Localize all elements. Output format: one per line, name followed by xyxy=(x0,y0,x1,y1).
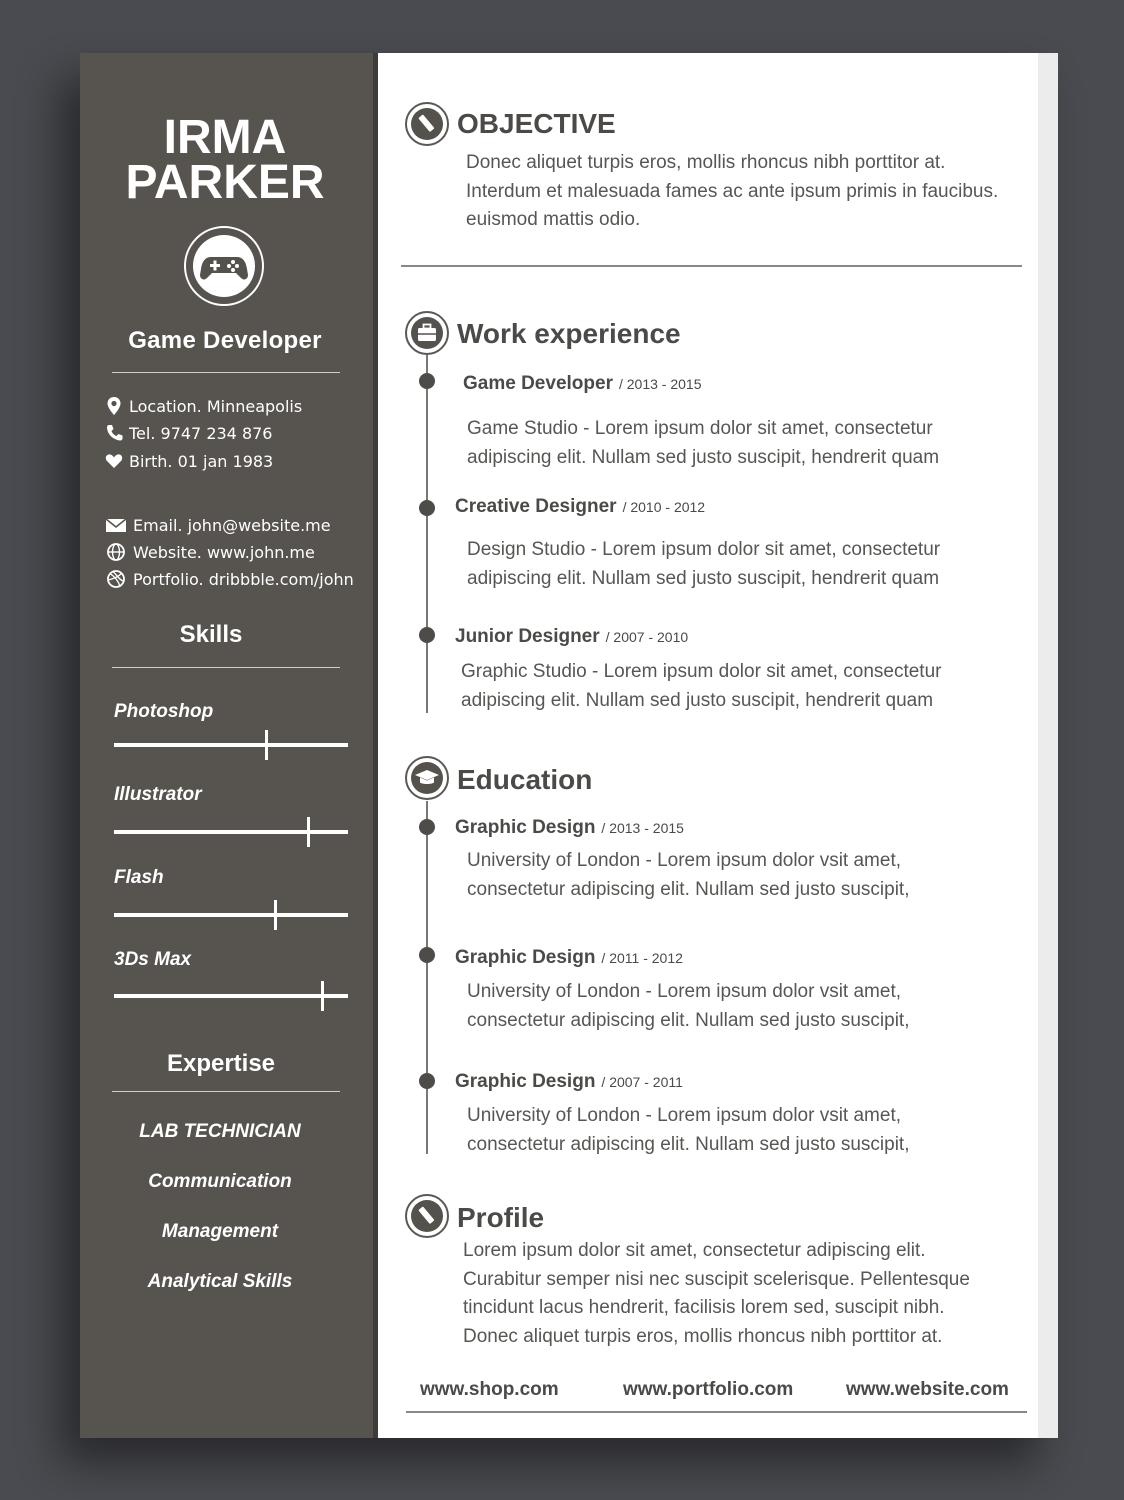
last-name: PARKER xyxy=(125,156,325,209)
work-entry-heading: Game Developer / 2013 - 2015 xyxy=(463,373,702,394)
envelope-icon xyxy=(105,515,127,535)
sidebar xyxy=(80,53,373,1438)
education-entry-text: University of London - Lorem ipsum dolor vsit amet, consectetur adipiscing elit. Nullam sed justo suscipit, xyxy=(467,850,910,900)
footer-divider xyxy=(406,1411,1027,1413)
skill-marker xyxy=(307,817,310,847)
resume-page xyxy=(80,53,1058,1438)
work-entry-text: Graphic Studio - Lorem ipsum dolor sit amet, consectetur adipiscing elit. Nullam sed justo suscipit, hendrerit quam xyxy=(461,661,942,711)
contact-website-text: Website. www.john.me xyxy=(133,542,315,562)
footer-link-shop[interactable]: www.shop.com xyxy=(420,1379,559,1400)
footer-link-portfolio[interactable]: www.portfolio.com xyxy=(623,1379,794,1400)
timeline-dot xyxy=(419,819,435,835)
work-entry-heading: Creative Designer / 2010 - 2012 xyxy=(455,496,706,517)
work-timeline xyxy=(426,355,428,713)
expertise-item: Analytical Skills xyxy=(147,1271,293,1292)
globe-icon xyxy=(105,542,127,562)
skill-label: 3Ds Max xyxy=(114,949,192,970)
work-entry-text: Game Studio - Lorem ipsum dolor sit amet, consectetur adipiscing elit. Nullam sed justo suscipit, hendrerit quam xyxy=(467,418,940,468)
profile-title: Profile xyxy=(457,1202,545,1233)
divider xyxy=(112,1091,340,1092)
work-icon xyxy=(405,311,449,355)
skill-bar xyxy=(114,830,348,834)
dribbble-icon xyxy=(105,569,127,589)
contact-phone xyxy=(105,423,272,443)
sidebar-stripe xyxy=(373,53,378,1438)
skill-label: Illustrator xyxy=(114,784,202,805)
skill-label: Flash xyxy=(114,867,164,888)
education-entry-text: University of London - Lorem ipsum dolor vsit amet, consectetur adipiscing elit. Nullam sed justo suscipit, xyxy=(467,1105,910,1155)
education-timeline xyxy=(426,801,428,1154)
education-entry-heading: Graphic Design / 2007 - 2011 xyxy=(455,1071,683,1092)
education-icon xyxy=(405,756,449,800)
section-divider xyxy=(401,265,1022,267)
work-entry-heading: Junior Designer / 2007 - 2010 xyxy=(455,626,689,647)
skill-marker xyxy=(265,730,268,760)
contact-birth xyxy=(105,451,273,471)
profile-text: Lorem ipsum dolor sit amet, consectetur adipiscing elit. Curabitur semper nisi nec suscipit scelerisque. Pellentesque tincidunt lacus hendrerit, facilisis lorem sed, suscipit nibh. Donec aliquet turpis eros, mollis rhoncus nibh porttitor at. xyxy=(463,1240,970,1347)
briefcase-icon xyxy=(411,317,443,349)
expertise-item: LAB TECHNICIAN xyxy=(139,1121,301,1142)
contact-portfolio-text: Portfolio. dribbble.com/john xyxy=(133,569,354,589)
graduation-cap-icon xyxy=(411,762,443,794)
first-name: IRMA xyxy=(163,111,287,164)
timeline-dot xyxy=(419,947,435,963)
education-title: Education xyxy=(457,764,593,795)
divider xyxy=(112,667,340,668)
timeline-dot xyxy=(419,373,435,389)
profile-icon xyxy=(405,1194,449,1238)
contact-phone-text: Tel. 9747 234 876 xyxy=(129,423,273,443)
education-entry-heading: Graphic Design / 2011 - 2012 xyxy=(455,947,683,968)
timeline-dot xyxy=(419,500,435,516)
location-pin-icon xyxy=(105,396,123,416)
education-entry-text: University of London - Lorem ipsum dolor vsit amet, consectetur adipiscing elit. Nullam sed justo suscipit, xyxy=(467,981,910,1031)
work-entry-text: Design Studio - Lorem ipsum dolor sit amet, consectetur adipiscing elit. Nullam sed justo suscipit, hendrerit quam xyxy=(467,539,941,589)
skills-heading: Skills xyxy=(179,621,243,648)
contact-birth-text: Birth. 01 jan 1983 xyxy=(129,451,274,471)
objective-text: Donec aliquet turpis eros, mollis rhoncus nibh porttitor at. Interdum et malesuada fames ac ante ipsum primis in faucibus. euismod mattis odio. xyxy=(466,152,999,230)
expertise-item: Management xyxy=(161,1221,279,1242)
job-title: Game Developer xyxy=(128,327,322,354)
pencil-icon xyxy=(411,1200,443,1232)
skill-bar xyxy=(114,913,348,917)
contact-location-text: Location. Minneapolis xyxy=(129,396,303,416)
education-entry-heading: Graphic Design / 2013 - 2015 xyxy=(455,817,684,838)
skill-label: Photoshop xyxy=(114,701,214,722)
heart-icon xyxy=(105,451,123,471)
timeline-dot xyxy=(419,1073,435,1089)
expertise-item: Communication xyxy=(148,1171,292,1192)
contact-website xyxy=(105,542,315,562)
phone-icon xyxy=(105,423,123,443)
contact-email xyxy=(105,515,331,535)
contact-email-text: Email. john@website.me xyxy=(133,515,331,535)
work-title: Work experience xyxy=(457,318,681,349)
skill-bar xyxy=(114,743,348,747)
contact-portfolio xyxy=(105,569,354,589)
contact-location xyxy=(105,396,302,416)
pencil-icon xyxy=(411,108,443,140)
gamepad-icon xyxy=(193,235,255,297)
skill-bar xyxy=(114,994,348,998)
page-edge xyxy=(1038,53,1058,1438)
skill-marker xyxy=(274,900,277,930)
divider xyxy=(112,372,340,373)
avatar xyxy=(184,226,264,306)
objective-icon xyxy=(405,102,449,146)
timeline-dot xyxy=(419,627,435,643)
footer-link-website[interactable]: www.website.com xyxy=(846,1379,1009,1400)
objective-title: OBJECTIVE xyxy=(457,108,616,139)
skill-marker xyxy=(321,981,324,1011)
expertise-heading: Expertise xyxy=(166,1050,276,1077)
